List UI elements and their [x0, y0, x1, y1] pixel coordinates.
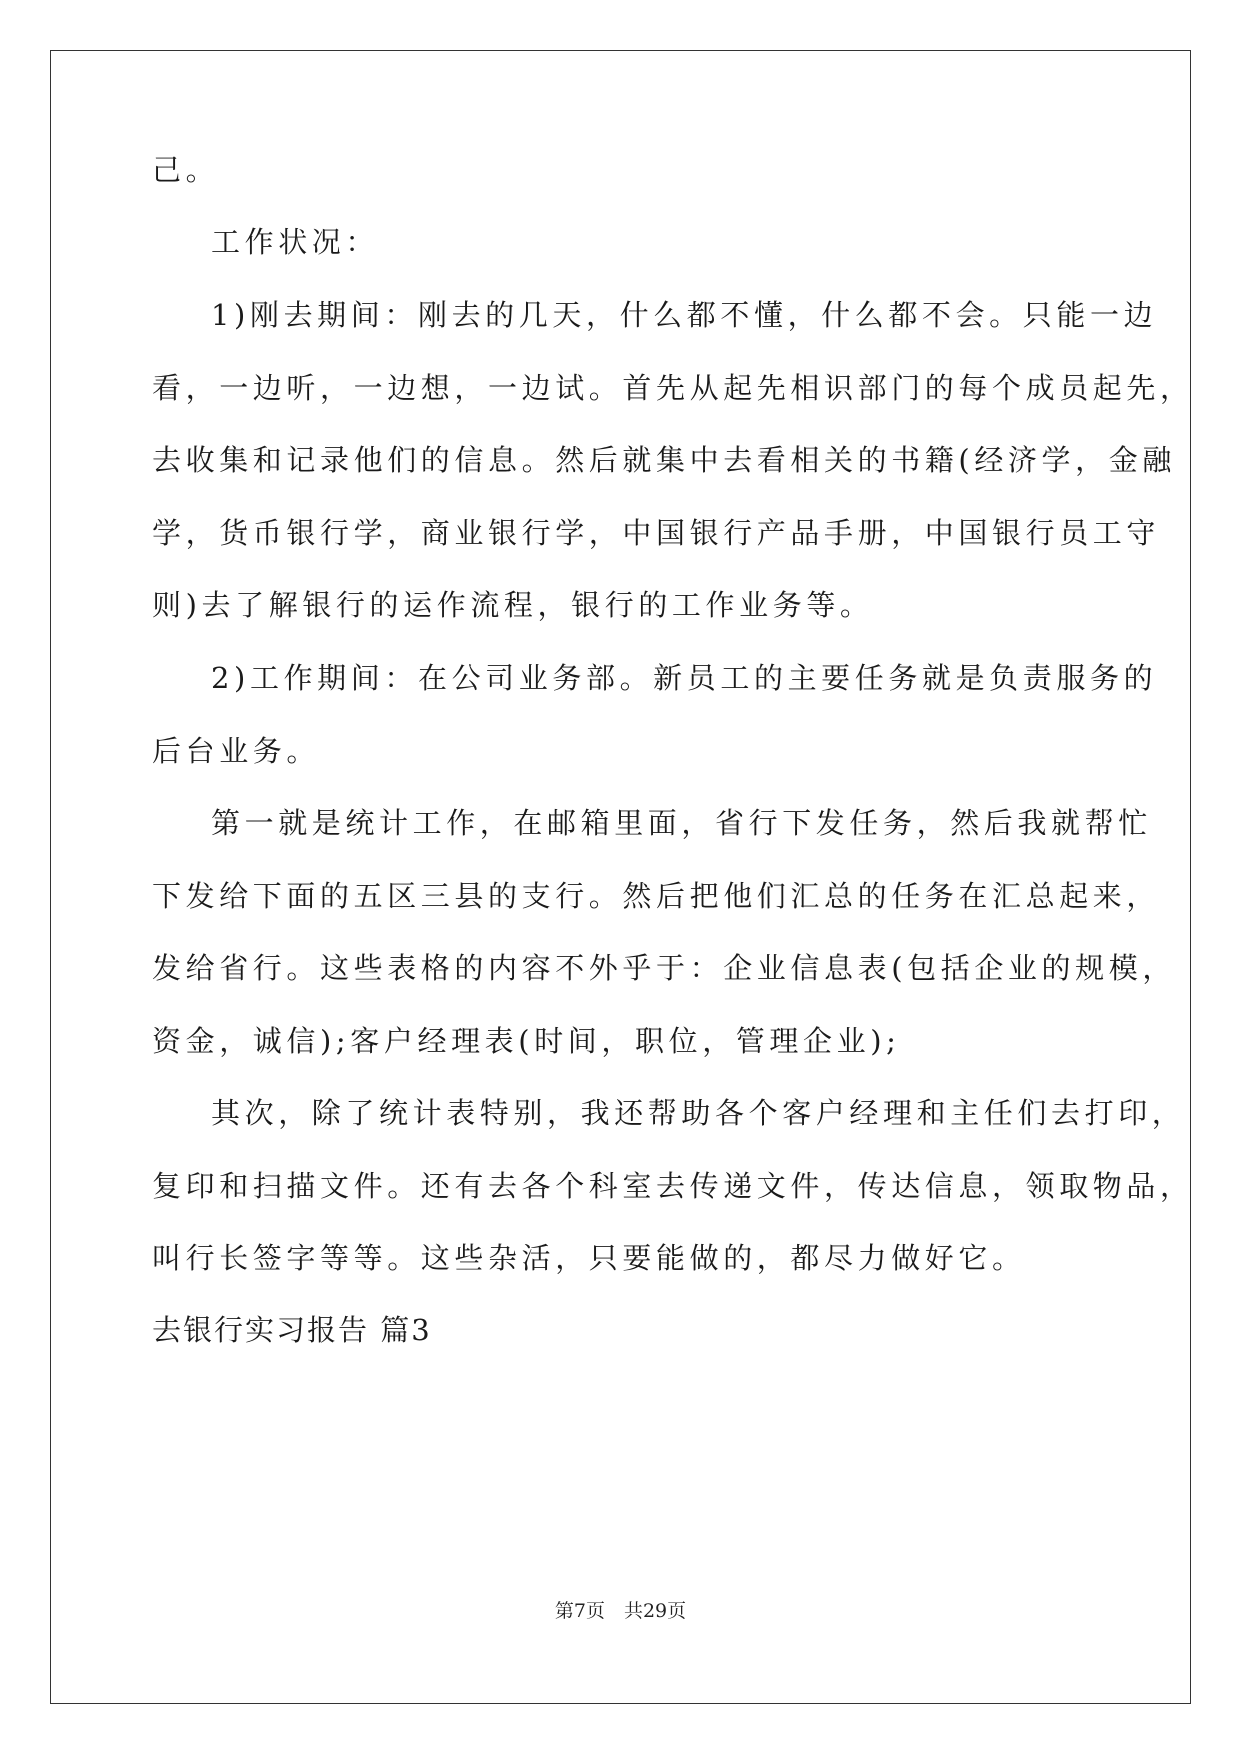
- section-heading: 去银行实习报告 篇3: [152, 1313, 432, 1347]
- paragraph-line: 发给省行。这些表格的内容不外乎于：企业信息表(包括企业的规模，: [152, 951, 1176, 985]
- paragraph-line: 2)工作期间：在公司业务部。新员工的主要任务就是负责服务的: [211, 661, 1158, 695]
- paragraph-line: 看，一边听，一边想，一边试。首先从起先相识部门的每个成员起先，: [152, 371, 1194, 405]
- paragraph-line: 工作状况：: [211, 225, 380, 259]
- paragraph-line: 复印和扫描文件。还有去各个科室去传递文件，传达信息，领取物品，: [152, 1169, 1194, 1203]
- paragraph-line: 下发给下面的五区三县的支行。然后把他们汇总的任务在汇总起来，: [152, 879, 1161, 913]
- page-number-footer: 第7页 共29页: [554, 1600, 687, 1622]
- paragraph-line: 去收集和记录他们的信息。然后就集中去看相关的书籍(经济学，金融: [152, 443, 1176, 477]
- paragraph-line: 后台业务。: [152, 734, 321, 768]
- paragraph-line: 叫行长签字等等。这些杂活，只要能做的，都尽力做好它。: [152, 1241, 1026, 1275]
- paragraph-line: 学，货币银行学，商业银行学，中国银行产品手册，中国银行员工守: [152, 516, 1161, 550]
- paragraph-line: 己。: [152, 153, 220, 187]
- paragraph-line: 其次，除了统计表特别，我还帮助各个客户经理和主任们去打印，: [211, 1096, 1186, 1130]
- paragraph-line: 则)去了解银行的运作流程，银行的工作业务等。: [152, 588, 874, 622]
- paragraph-line: 资金，诚信);客户经理表(时间，职位，管理企业);: [152, 1024, 901, 1058]
- paragraph-line: 1)刚去期间：刚去的几天，什么都不懂，什么都不会。只能一边: [211, 298, 1158, 332]
- paragraph-line: 第一就是统计工作，在邮箱里面，省行下发任务，然后我就帮忙: [211, 806, 1152, 840]
